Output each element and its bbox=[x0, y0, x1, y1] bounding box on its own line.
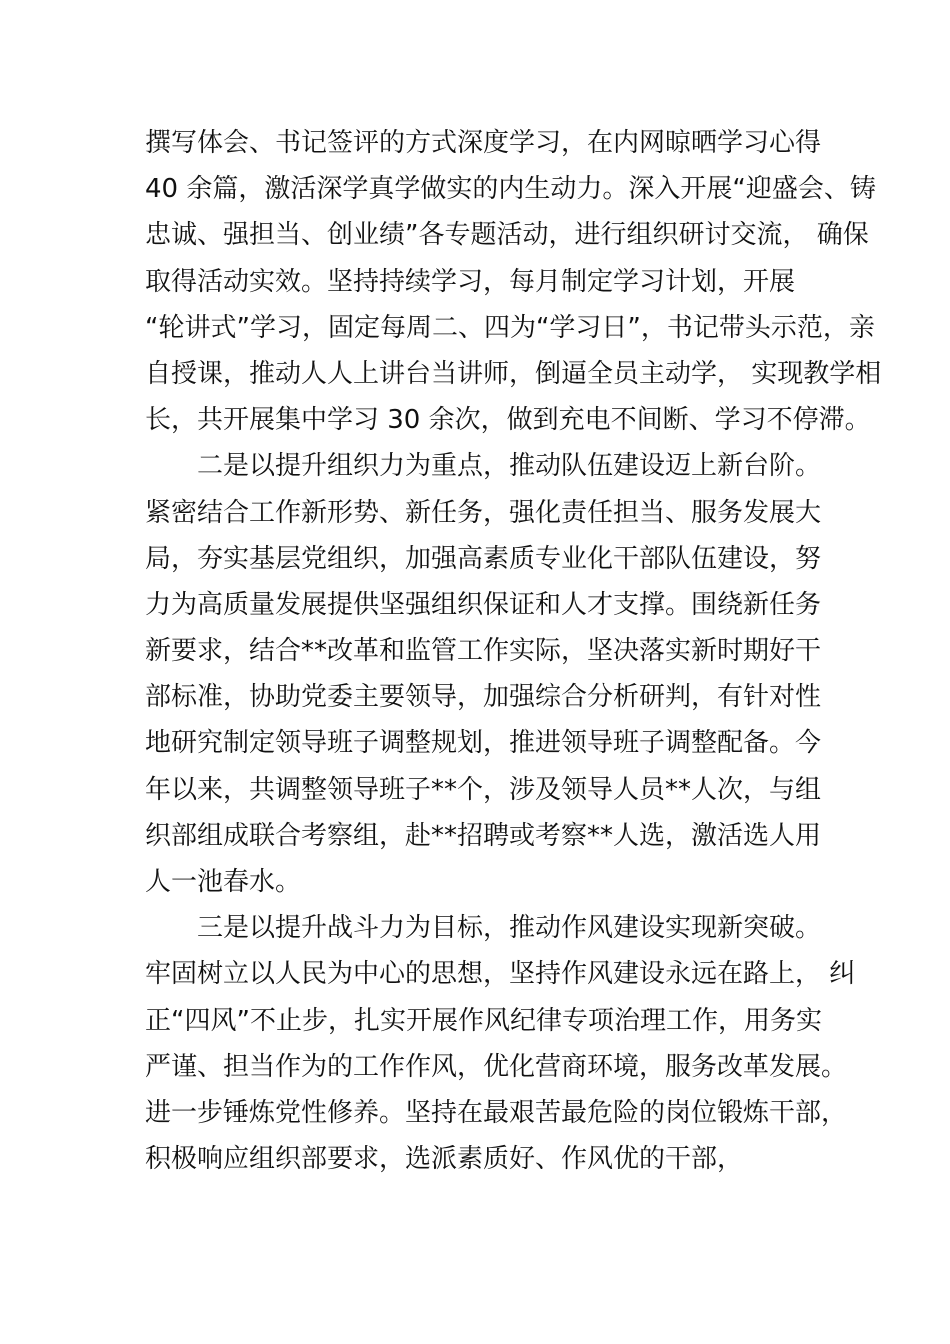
text-line: 新要求，结合**改革和监管工作实际，坚决落实新时期好干 bbox=[145, 636, 822, 667]
text-line: 牢固树立以人民为中心的思想，坚持作风建设永远在路上， 纠 bbox=[145, 959, 856, 990]
text-line: 地研究制定领导班子调整规划，推进领导班子调整配备。今 bbox=[145, 728, 822, 759]
text-line: 力为高质量发展提供坚强组织保证和人才支撑。围绕新任务 bbox=[145, 589, 822, 620]
text-line: 自授课，推动人人上讲台当讲师，倒逼全员主动学， 实现教学相 bbox=[145, 358, 882, 389]
text-line: 局，夯实基层党组织，加强高素质专业化干部队伍建设，努 bbox=[145, 543, 822, 574]
text-line: 积极响应组织部要求，选派素质好、作风优的干部， bbox=[145, 1144, 744, 1175]
text-line: 部标准，协助党委主要领导，加强综合分析研判，有针对性 bbox=[145, 682, 822, 713]
text-line: 40 余篇，激活深学真学做实的内生动力。深入开展“迎盛会、铸 bbox=[145, 174, 876, 205]
text-line: 撰写体会、书记签评的方式深度学习，在内网晾晒学习心得 bbox=[145, 128, 822, 158]
text-line: 年以来，共调整领导班子**个，涉及领导人员**人次，与组 bbox=[145, 774, 822, 805]
text-line: 忠诚、强担当、创业绩”各专题活动，进行组织研讨交流， 确保 bbox=[145, 220, 869, 251]
text-line: 人一池春水。 bbox=[145, 867, 302, 897]
text-line: 三是以提升战斗力为目标，推动作风建设实现新突破。 bbox=[197, 913, 822, 944]
body-text bbox=[145, 120, 882, 1182]
text-line: 织部组成联合考察组，赴**招聘或考察**人选，激活选人用 bbox=[145, 820, 822, 851]
text-line: 严谨、担当作为的工作作风，优化营商环境，服务改革发展。 bbox=[145, 1051, 848, 1082]
text-line: 取得活动实效。坚持持续学习，每月制定学习计划，开展 bbox=[145, 266, 796, 297]
text-line: 二是以提升组织力为重点，推动队伍建设迈上新台阶。 bbox=[197, 451, 822, 482]
text-line: 正“四风”不止步，扎实开展作风纪律专项治理工作，用务实 bbox=[145, 1005, 822, 1036]
text-line: 进一步锤炼党性修养。坚持在最艰苦最危险的岗位锻炼干部， bbox=[145, 1097, 848, 1128]
text-line: 长，共开展集中学习 30 余次，做到充电不间断、学习不停滞。 bbox=[145, 405, 871, 436]
text-line: 紧密结合工作新形势、新任务，强化责任担当、服务发展大 bbox=[145, 497, 822, 528]
text-line: “轮讲式”学习，固定每周二、四为“学习日”，书记带头示范，亲 bbox=[145, 312, 875, 343]
